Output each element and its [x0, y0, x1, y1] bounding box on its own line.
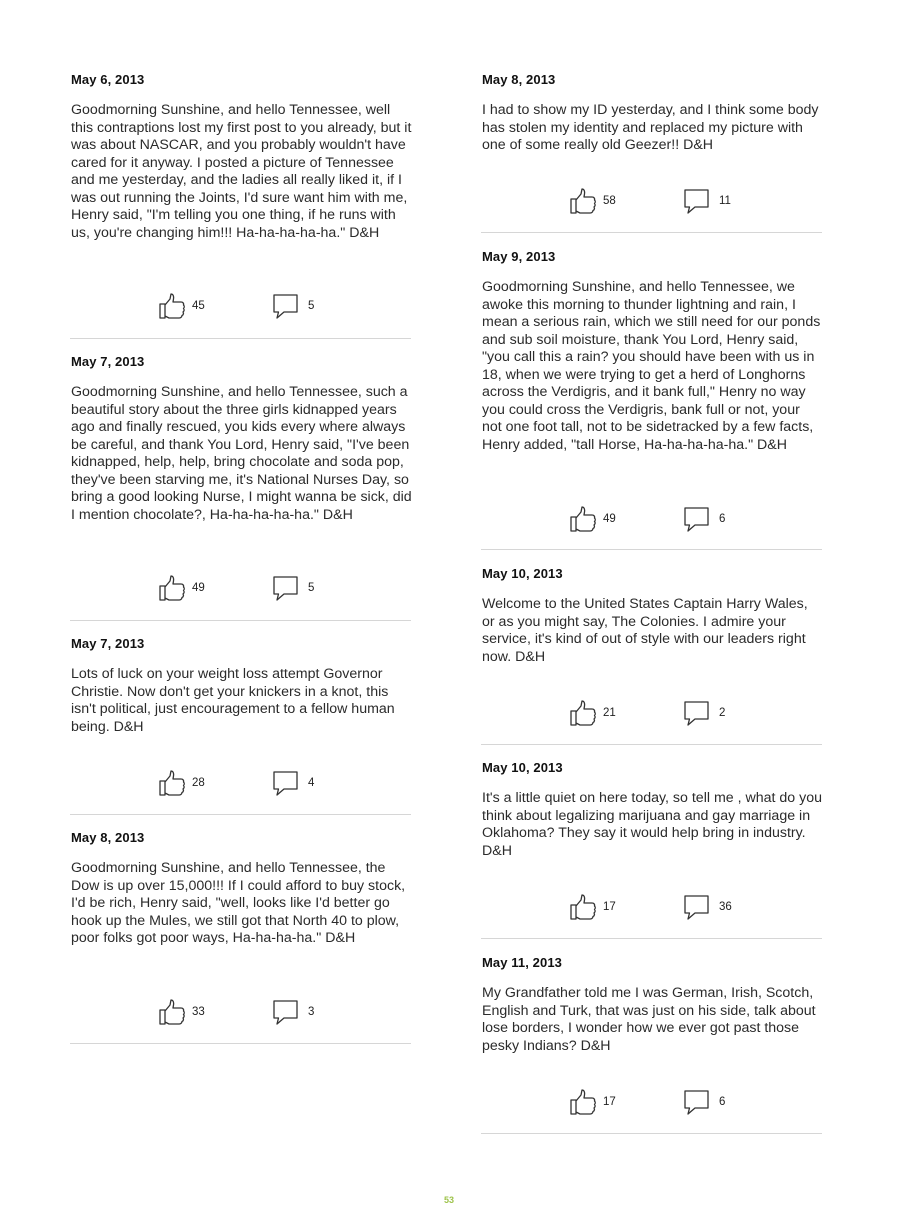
speech-bubble-icon — [683, 1088, 711, 1116]
post-date: May 8, 2013 — [71, 830, 145, 845]
thumbs-up-icon — [158, 292, 186, 320]
post-date: May 9, 2013 — [482, 249, 556, 264]
divider — [70, 1043, 411, 1044]
post-reactions — [481, 1088, 822, 1118]
post-text: It's a little quiet on here today, so tell me , what do you think about legalizing marijuana and gay marriage in Oklahoma? They say it would help bring in industry. D&H — [482, 790, 822, 859]
thumbs-up-icon — [569, 699, 597, 727]
comment-count: 36 — [719, 901, 732, 913]
post-text: Goodmorning Sunshine, and hello Tennessee, the Dow is up over 15,000!!! If I could afford to buy stock, I'd be rich, Henry said, "well, looks like I'd better go hook up the Mules, we still got that North 40 to plow, poor folks got poor ways, Ha-ha-ha-ha." D&H — [71, 860, 406, 946]
like-count: 33 — [192, 1006, 205, 1018]
thumbs-up-icon — [569, 1088, 597, 1116]
speech-bubble-icon — [683, 699, 711, 727]
divider — [481, 549, 822, 550]
speech-bubble-icon — [272, 998, 300, 1026]
divider — [481, 938, 822, 939]
like-count: 17 — [603, 1096, 616, 1108]
post-reactions — [70, 998, 411, 1028]
post-text: Goodmorning Sunshine, and hello Tennessee, we awoke this morning to thunder lightning and rain, I mean a serious rain, which we still need for our ponds and sub soil moisture, thank You Lord, Henry said, "you call this a rain? you should have been with us in 18, when we were trying to get a herd of Longhorns across the Verdigris, and it bank full," Henry no way you could cross the Verdigris, bank full or not, your not one foot tall, not to be sidetracked by a few facts, Henry added, "tall Horse, Ha-ha-ha-ha-ha." D&H — [482, 279, 821, 453]
like-count: 58 — [603, 195, 616, 207]
like-count: 49 — [603, 513, 616, 525]
like-count: 28 — [192, 777, 205, 789]
comment-count: 11 — [719, 195, 731, 207]
post-text: My Grandfather told me I was German, Irish, Scotch, English and Turk, that was just on his side, talk about lose borders, I wonder how we ever got past those pesky Indians? D&H — [482, 985, 816, 1054]
speech-bubble-icon — [683, 893, 711, 921]
post-reactions — [70, 769, 411, 799]
post-text: Goodmorning Sunshine, and hello Tennessee, such a beautiful story about the three girls kidnapped years ago and finally rescued, you kids every where always be careful, and thank You Lord, Henry said, "I've been kidnapped, help, help, bring chocolate and soda pop, they've been starving me, it's National Nurses Day, so bring a good looking Nurse, I might wanna be sick, did I mention chocolate?, Ha-ha-ha-ha-ha." D&H — [71, 384, 412, 523]
page-number: 53 — [443, 1195, 454, 1205]
comment-count: 5 — [308, 582, 315, 594]
like-count: 17 — [603, 901, 616, 913]
post-text: Welcome to the United States Captain Harry Wales, or as you might say, The Colonies. I admire your service, it's kind of out of style with our leaders right now. D&H — [482, 596, 808, 665]
post-text: Lots of luck on your weight loss attempt Governor Christie. Now don't get your knickers in a knot, this isn't political, just encouragement to a fellow human being. D&H — [71, 666, 395, 735]
post-reactions — [481, 699, 822, 729]
divider — [70, 814, 411, 815]
thumbs-up-icon — [569, 505, 597, 533]
like-count: 21 — [603, 707, 616, 719]
post-reactions — [481, 893, 822, 923]
comment-count: 5 — [308, 300, 315, 312]
comment-count: 3 — [308, 1006, 315, 1018]
comment-count: 4 — [308, 777, 315, 789]
post-reactions — [481, 505, 822, 535]
divider — [70, 620, 411, 621]
post-reactions — [70, 574, 411, 604]
thumbs-up-icon — [158, 769, 186, 797]
post-reactions — [70, 292, 411, 322]
like-count: 49 — [192, 582, 205, 594]
post-reactions — [481, 187, 822, 217]
thumbs-up-icon — [158, 998, 186, 1026]
post-date: May 8, 2013 — [482, 72, 556, 87]
post-date: May 10, 2013 — [482, 566, 563, 581]
thumbs-up-icon — [158, 574, 186, 602]
post-date: May 10, 2013 — [482, 760, 563, 775]
post-date: May 7, 2013 — [71, 354, 145, 369]
post-date: May 11, 2013 — [482, 955, 562, 970]
speech-bubble-icon — [683, 187, 711, 215]
post-text: Goodmorning Sunshine, and hello Tennessee, well this contraptions lost my first post to you already, but it was about NASCAR, and you probably wouldn't have cared for it anyway. I posted a picture of Tennessee and me yesterday, and the ladies all really liked it, if I was out running the Joints, I'd sure want him with me, Henry said, "I'm telling you one thing, if he runs with us, you're changing him!!! Ha-ha-ha-ha-ha." D&H — [71, 102, 412, 241]
divider — [481, 744, 822, 745]
speech-bubble-icon — [272, 769, 300, 797]
comment-count: 6 — [719, 513, 726, 525]
divider — [70, 338, 411, 339]
speech-bubble-icon — [683, 505, 711, 533]
speech-bubble-icon — [272, 574, 300, 602]
comment-count: 6 — [719, 1096, 726, 1108]
thumbs-up-icon — [569, 893, 597, 921]
speech-bubble-icon — [272, 292, 300, 320]
post-date: May 7, 2013 — [71, 636, 145, 651]
post-text: I had to show my ID yesterday, and I think some body has stolen my identity and replaced my picture with one of some really old Geezer!! D&H — [482, 102, 819, 153]
post-date: May 6, 2013 — [71, 72, 145, 87]
divider — [481, 232, 822, 233]
like-count: 45 — [192, 300, 205, 312]
comment-count: 2 — [719, 707, 726, 719]
divider — [481, 1133, 822, 1134]
thumbs-up-icon — [569, 187, 597, 215]
